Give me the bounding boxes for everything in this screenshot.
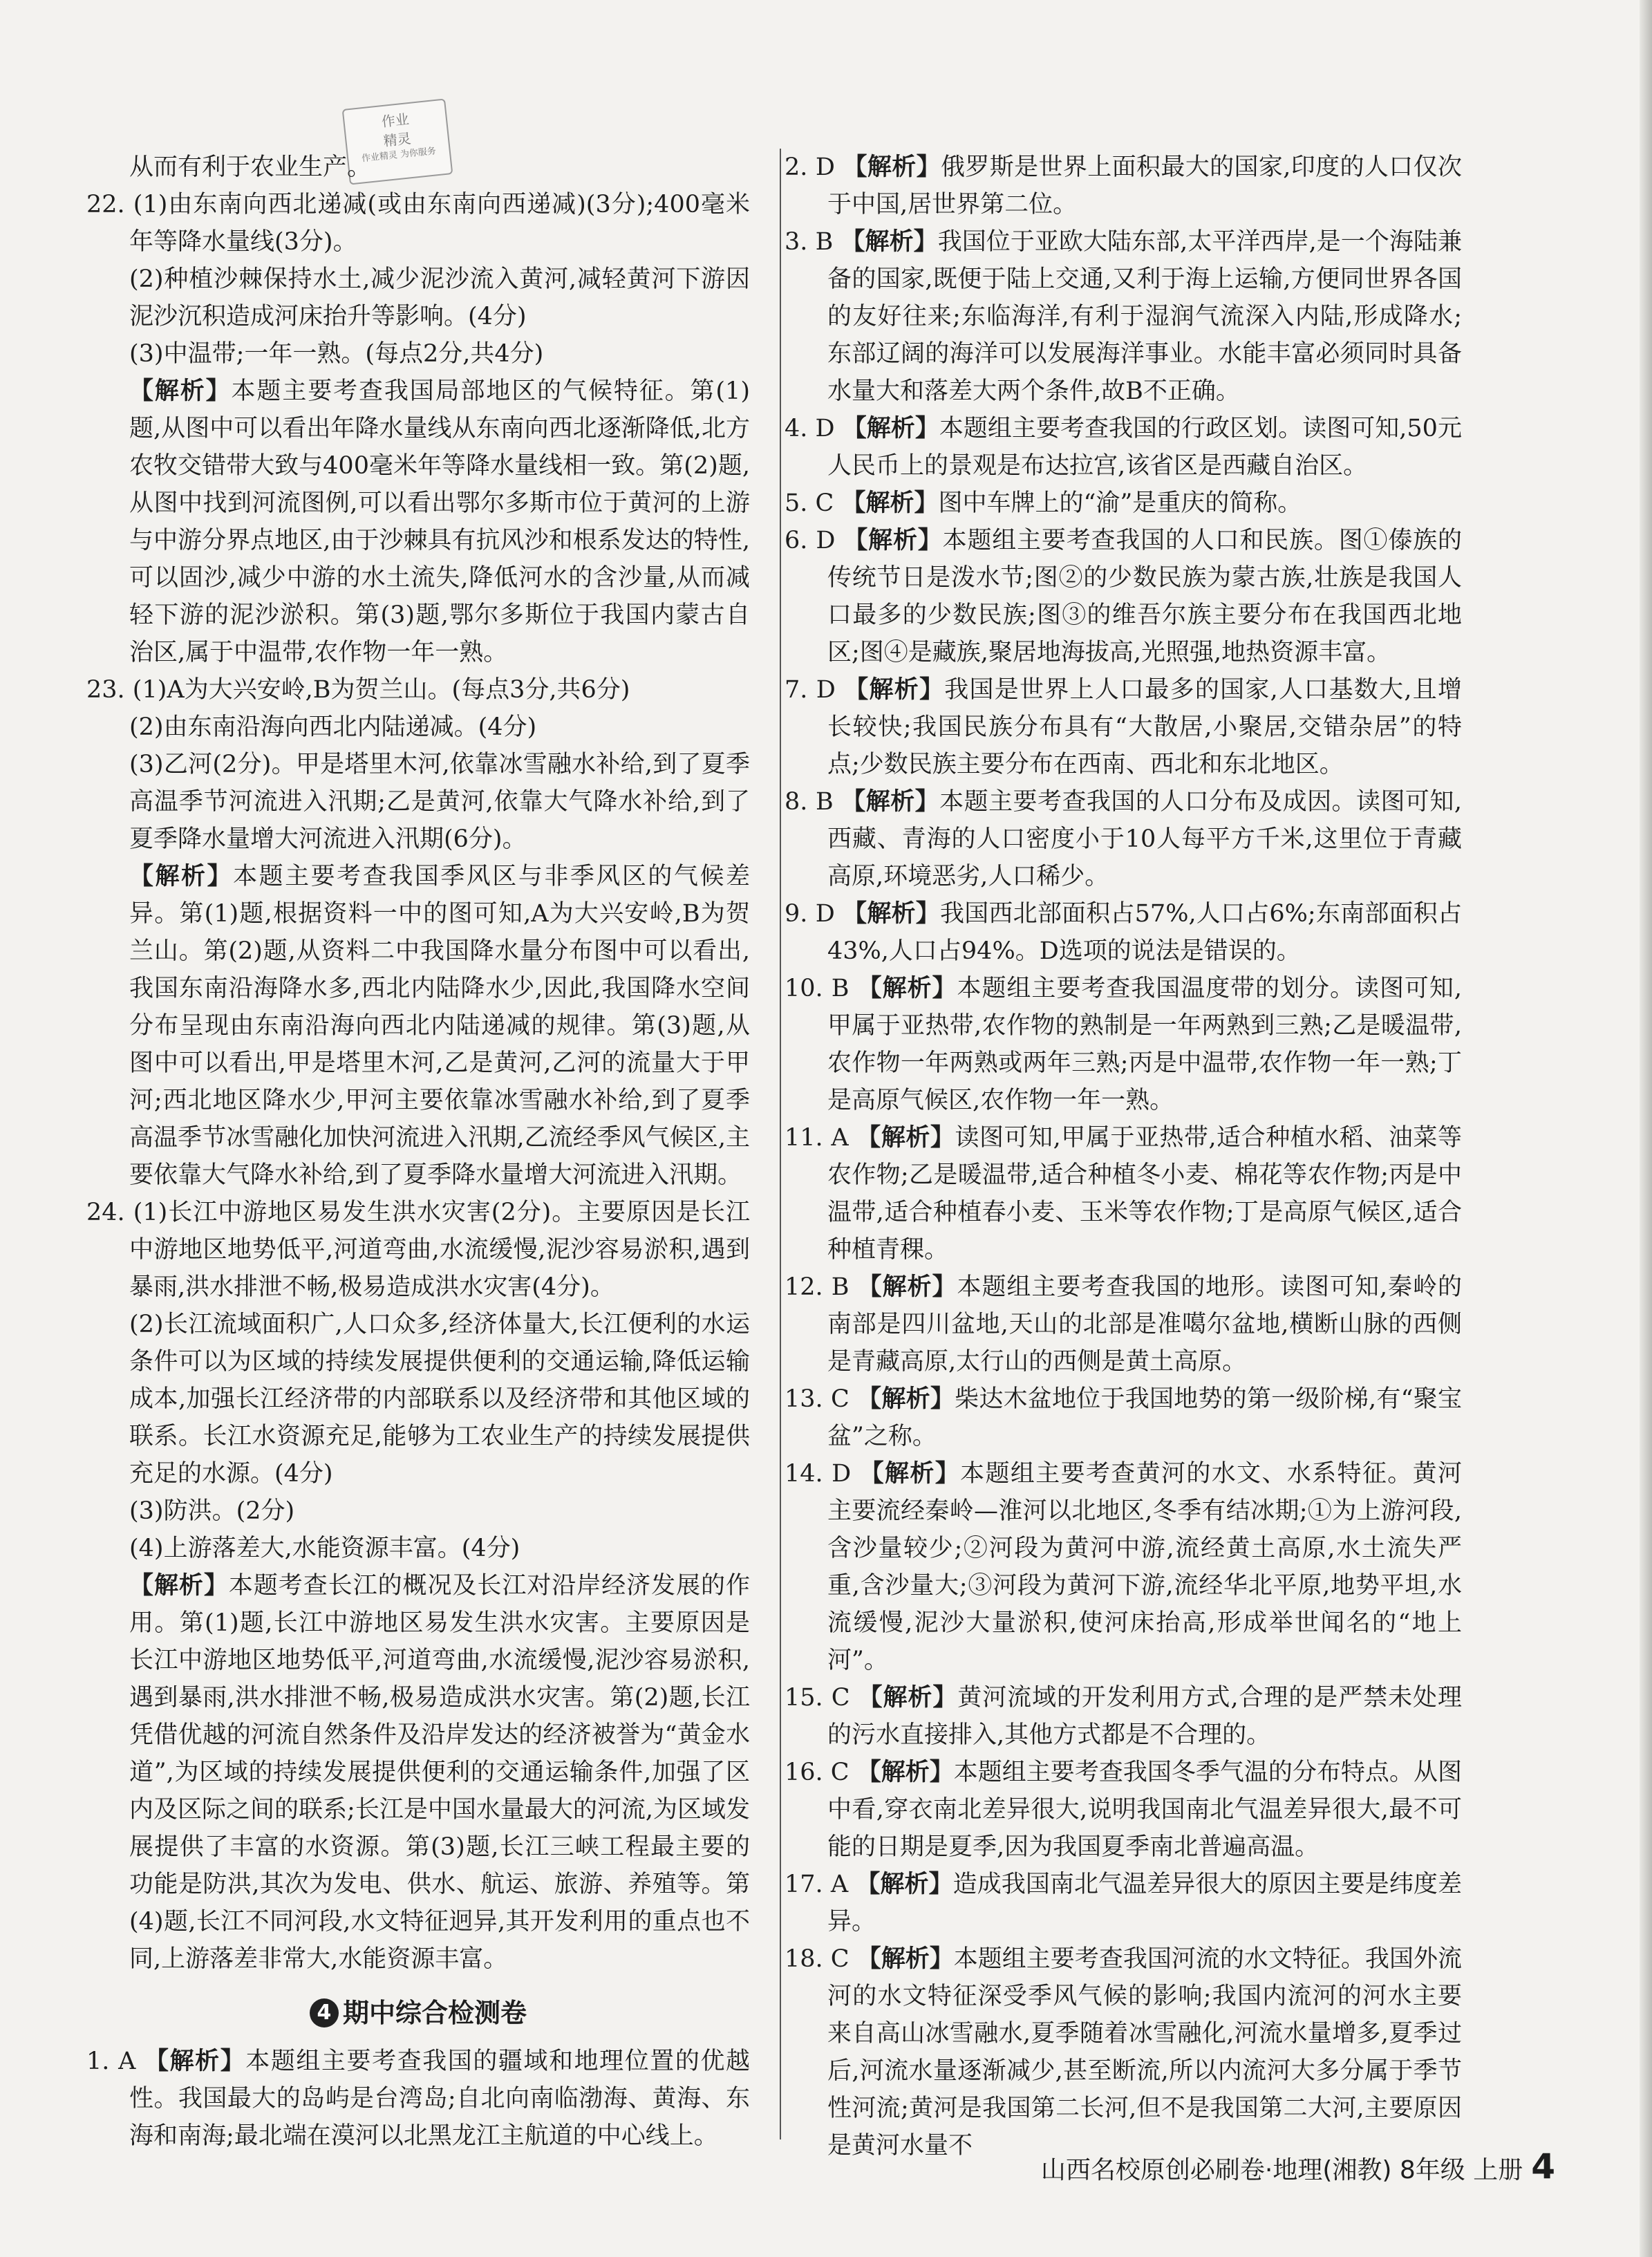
analysis-label: 【解析】 bbox=[857, 1385, 955, 1413]
answer-number: 12. B bbox=[785, 1273, 850, 1301]
analysis-label: 【解析】 bbox=[144, 2048, 246, 2075]
answer-number: 5. C bbox=[785, 489, 834, 517]
answer-text: 本题组主要考查我国冬季气温的分布特点。从图中看,穿衣南北差异很大,说明我国南北气温差异很大,最不可能的日期是夏季,因为我国夏季南北普遍高温。 bbox=[827, 1759, 1462, 1861]
q1-text: 本题组主要考查我国的疆域和地理位置的优越性。我国最大的岛屿是台湾岛;自北向南临渤海、黄海、东海和南海;最北端在漠河以北黑龙江主航道的中心线上。 bbox=[129, 2048, 750, 2150]
answer-number: 17. A bbox=[785, 1871, 849, 1898]
analysis-label: 【解析】 bbox=[129, 863, 234, 890]
answer-text: 柴达木盆地位于我国地势的第一级阶梯,有“聚宝盆”之称。 bbox=[827, 1385, 1462, 1450]
answer-text: 黄河流域的开发利用方式,合理的是严禁未处理的污水直接排入,其他方式都是不合理的。 bbox=[827, 1684, 1462, 1749]
q22-answer-3: (3)中温带;一年一熟。(每点2分,共4分) bbox=[129, 340, 544, 368]
q24-analysis-text: 本题考查长江的概况及长江对沿岸经济发展的作用。第(1)题,长江中游地区易发生洪水灾害。主要原因是长江中游地区地势低平,河道弯曲,水流缓慢,泥沙容易淤积,遇到暴雨,洪水排泄不畅,极易造成洪水灾害。第(2)题,长江凭借优越的河流自然条件及沿岸发达的经济被誉为“黄金水道”,为区域的持续发展提供便利的交通运输条件,加强了区内及区际之间的联系;长江是中国水量最大的河流,为区域发展提供了丰富的水资源。第(3)题,长江三峡工程最主要的功能是防洪,其次为发电、供水、航运、旅游、养殖等。第(4)题,长江不同河段,水文特征迥异,其开发利用的重点也不同,上游落差非常大,水能资源丰富。 bbox=[129, 1572, 750, 1973]
answer-item bbox=[785, 1940, 1462, 2164]
answer-number: 8. B bbox=[785, 788, 834, 816]
stamp-line-3: 作业精灵 为你服务 bbox=[361, 146, 437, 165]
q22-analysis bbox=[86, 373, 750, 671]
answer-item bbox=[785, 410, 1462, 485]
answer-number: 9. D bbox=[785, 900, 835, 928]
q22-analysis-text: 本题主要考查我国局部地区的气候特征。第(1)题,从图中可以看出年降水量线从东南向西北逐渐降低,北方农牧交错带大致与400毫米年等降水量线相一致。第(2)题,从图中找到河流图例,可以看出鄂尔多斯市位于黄河的上游与中游分界点地区,由于沙棘具有抗风沙和根系发达的特性,可以固沙,减少中游的水土流失,降低河水的含沙量,从而减轻下游的泥沙淤积。第(3)题,鄂尔多斯位于我国内蒙古自治区,属于中温带,农作物一年一熟。 bbox=[129, 377, 750, 666]
stamp-line-2: 精灵 bbox=[382, 129, 412, 150]
answer-number: 6. D bbox=[785, 527, 836, 554]
answer-text: 本题组主要考查我国河流的水文特征。我国外流河的水文特征深受季风气候的影响;我国内流河的河水主要来自高山冰雪融水,夏季随着冰雪融化,河流水量增多,夏季过后,河流水量逐渐减少,甚至断流,所以内流河大多分属于季节性河流;黄河是我国第二长河,但不是我国第二大河,主要原因是黄河水量不 bbox=[827, 1945, 1462, 2160]
analysis-label: 【解析】 bbox=[859, 1460, 961, 1488]
analysis-label: 【解析】 bbox=[844, 676, 945, 704]
q24-answer-1: 24. (1)长江中游地区易发生洪水灾害(2分)。主要原因是长江中游地区地势低平,河道弯曲,水流缓慢,泥沙容易淤积,遇到暴雨,洪水排泄不畅,极易造成洪水灾害(4分)。 bbox=[86, 1199, 750, 1301]
analysis-label: 【解析】 bbox=[856, 1945, 954, 1973]
continuation-text: 从而有利于农业生产。 bbox=[129, 153, 372, 181]
q1-answer bbox=[86, 2043, 750, 2155]
q24-analysis bbox=[86, 1567, 750, 1978]
analysis-label: 【解析】 bbox=[858, 1684, 958, 1712]
analysis-label: 【解析】 bbox=[856, 1759, 954, 1786]
answer-item bbox=[785, 970, 1462, 1119]
footer-book-title: 山西名校原创必刷卷·地理(湘教) 8年级 上册 bbox=[1040, 2156, 1523, 2184]
page-footer bbox=[1041, 2146, 1555, 2186]
answer-item bbox=[785, 671, 1462, 783]
analysis-label: 【解析】 bbox=[856, 1871, 953, 1898]
answer-item bbox=[785, 1754, 1462, 1866]
answer-text: 俄罗斯是世界上面积最大的国家,印度的人口仅次于中国,居世界第二位。 bbox=[827, 153, 1462, 218]
analysis-label: 【解析】 bbox=[842, 415, 939, 442]
answer-text: 读图可知,甲属于亚热带,适合种植水稻、油菜等农作物;乙是暖温带,适合种植冬小麦、棉花等农作物;丙是中温带,适合种植春小麦、玉米等农作物;丁是高原气候区,适合种植青稞。 bbox=[827, 1124, 1462, 1264]
answer-text: 本题组主要考查我国的地形。读图可知,秦岭的南部是四川盆地,天山的北部是准噶尔盆地,横断山脉的西侧是青藏高原,太行山的西侧是黄土高原。 bbox=[827, 1273, 1462, 1376]
answer-item bbox=[785, 1679, 1462, 1754]
answer-number: 16. C bbox=[785, 1759, 850, 1786]
answer-item bbox=[785, 149, 1462, 223]
answer-item bbox=[785, 522, 1462, 671]
column-divider bbox=[780, 149, 781, 2139]
answer-item bbox=[785, 895, 1462, 970]
page-edge-shadow bbox=[1640, 0, 1652, 2257]
right-column bbox=[785, 149, 1462, 2164]
answer-text: 本题主要考查我国的人口分布及成因。读图可知,西藏、青海的人口密度小于10人每平方千米,这里位于青藏高原,环境恶劣,人口稀少。 bbox=[827, 788, 1462, 890]
answer-item bbox=[785, 223, 1462, 410]
section-number: 4 bbox=[310, 1998, 339, 2027]
page-number: 4 bbox=[1531, 2146, 1555, 2186]
analysis-label: 【解析】 bbox=[843, 527, 943, 554]
q23-answer-2: (2)由东南沿海向西北内陆递减。(4分) bbox=[129, 713, 537, 741]
answer-item bbox=[785, 485, 1462, 522]
answer-number: 18. C bbox=[785, 1945, 850, 1973]
stamp-line-1: 作业 bbox=[380, 111, 410, 131]
analysis-label: 【解析】 bbox=[843, 900, 940, 928]
answer-text: 本题组主要考查我国的人口和民族。图①傣族的传统节日是泼水节;图②的少数民族为蒙古族,壮族是我国人口最多的少数民族;图③的维吾尔族主要分布在我国西北地区;图④是藏族,聚居地海拔高,光照强,地热资源丰富。 bbox=[827, 527, 1462, 666]
answer-item bbox=[785, 1455, 1462, 1679]
answer-text: 本题组主要考查黄河的水文、水系特征。黄河主要流经秦岭—淮河以北地区,冬季有结冰期;①为上游河段,含沙量较少;②河段为黄河中游,流经黄土高原,水土流失严重,含沙量大;③河段为黄河下游,流经华北平原,地势平坦,水流缓慢,泥沙大量淤积,使河床抬高,形成举世闻名的“地上河”。 bbox=[827, 1460, 1462, 1674]
answer-number: 15. C bbox=[785, 1684, 850, 1712]
answer-item bbox=[785, 1380, 1462, 1455]
q22-answer-1: 22. (1)由东南向西北递减(或由东南向西递减)(3分);400毫米年等降水量线(3分)。 bbox=[86, 191, 750, 256]
answer-number: 3. B bbox=[785, 228, 834, 256]
answer-item bbox=[785, 1866, 1462, 1940]
answer-number: 2. D bbox=[785, 153, 835, 181]
analysis-label: 【解析】 bbox=[841, 489, 939, 517]
answer-number: 7. D bbox=[785, 676, 836, 704]
answer-item bbox=[785, 1268, 1462, 1380]
analysis-label: 【解析】 bbox=[843, 153, 941, 181]
q23-analysis-text: 本题主要考查我国季风区与非季风区的气候差异。第(1)题,根据资料一中的图可知,A为大兴安岭,B为贺兰山。第(2)题,从资料二中我国降水量分布图中可以看出,我国东南沿海降水多,西北内陆降水少,因此,我国降水空间分布呈现由东南沿海向西北内陆递减的规律。第(3)题,从图中可以看出,甲是塔里木河,乙是黄河,乙河的流量大于甲河;西北地区降水少,甲河主要依靠冰雪融水补给,到了夏季高温季节冰雪融化加快河流进入汛期,乙流经季风气候区,主要依靠大气降水补给,到了夏季降水量增大河流进入汛期。 bbox=[129, 863, 750, 1189]
q23-analysis bbox=[86, 858, 750, 1194]
q22-answer-2: (2)种植沙棘保持水土,减少泥沙流入黄河,减轻黄河下游因泥沙沉积造成河床抬升等影响。(4分) bbox=[129, 265, 750, 330]
q23-answer-1: 23. (1)A为大兴安岭,B为贺兰山。(每点3分,共6分) bbox=[86, 676, 630, 704]
q24-answer-2: (2)长江流域面积广,人口众多,经济体量大,长江便利的水运条件可以为区域的持续发展提供便利的交通运输,降低运输成本,加强长江经济带的内部联系以及经济带和其他区域的联系。长江水资源充足,能够为工农业生产的持续发展提供充足的水源。(4分) bbox=[129, 1311, 750, 1488]
answer-text: 本题组主要考查我国温度带的划分。读图可知,甲属于亚热带,农作物的熟制是一年两熟到三熟;乙是暖温带,农作物一年两熟或两年三熟;丙是中温带,农作物一年一熟;丁是高原气候区,农作物一年一熟。 bbox=[827, 975, 1462, 1114]
analysis-label: 【解析】 bbox=[857, 975, 957, 1002]
answer-number: 14. D bbox=[785, 1460, 852, 1488]
analysis-label: 【解析】 bbox=[857, 1273, 957, 1301]
analysis-label: 【解析】 bbox=[841, 228, 938, 256]
section-heading bbox=[86, 1993, 750, 2033]
answer-text: 我国位于亚欧大陆东部,太平洋西岸,是一个海陆兼备的国家,既便于陆上交通,又利于海上运输,方便同世界各国的友好往来;东临海洋,有利于湿润气流深入内陆,形成降水;东部辽阔的海洋可以发展海洋事业。水能丰富必须同时具备水量大和落差大两个条件,故B不正确。 bbox=[827, 228, 1462, 405]
answer-number: 4. D bbox=[785, 415, 835, 442]
q24-answer-4: (4)上游落差大,水能资源丰富。(4分) bbox=[129, 1535, 520, 1562]
analysis-label: 【解析】 bbox=[856, 1124, 955, 1152]
answer-text: 图中车牌上的“渝”是重庆的简称。 bbox=[938, 489, 1302, 517]
q24-answer-3: (3)防洪。(2分) bbox=[129, 1497, 295, 1525]
answer-number: 13. C bbox=[785, 1385, 850, 1413]
analysis-label: 【解析】 bbox=[841, 788, 940, 816]
q23-answer-3: (3)乙河(2分)。甲是塔里木河,依靠冰雪融水补给,到了夏季高温季节河流进入汛期;乙是黄河,依靠大气降水补给,到了夏季降水量增大河流进入汛期(6分)。 bbox=[129, 751, 750, 853]
answer-item bbox=[785, 1119, 1462, 1268]
q1-number: 1. A bbox=[86, 2048, 136, 2075]
answer-text: 我国西北部面积占57%,人口占6%;东南部面积占43%,人口占94%。D选项的说法是错误的。 bbox=[827, 900, 1462, 965]
left-column bbox=[86, 149, 750, 2155]
answer-item bbox=[785, 783, 1462, 895]
answer-text: 造成我国南北气温差异很大的原因主要是纬度差异。 bbox=[827, 1871, 1462, 1936]
section-title: 期中综合检测卷 bbox=[342, 1998, 527, 2028]
analysis-label: 【解析】 bbox=[129, 1572, 229, 1600]
answer-number: 10. B bbox=[785, 975, 850, 1002]
answer-number: 11. A bbox=[785, 1124, 849, 1152]
answer-text: 我国是世界上人口最多的国家,人口基数大,且增长较快;我国民族分布具有“大散居,小聚居,交错杂居”的特点;少数民族主要分布在西南、西北和东北地区。 bbox=[827, 676, 1462, 778]
analysis-label: 【解析】 bbox=[129, 377, 232, 405]
answer-text: 本题组主要考查我国的行政区划。读图可知,50元人民币上的景观是布达拉宫,该省区是西藏自治区。 bbox=[827, 415, 1462, 480]
